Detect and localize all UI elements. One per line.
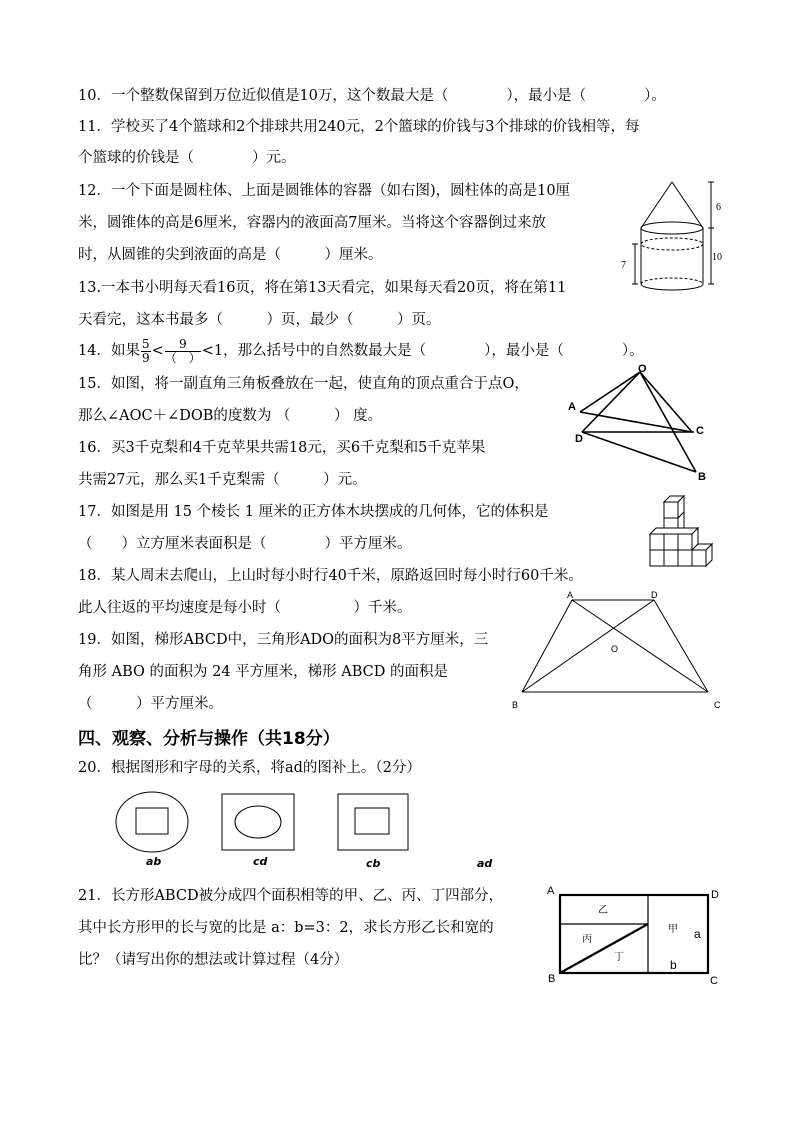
point-o-label: O xyxy=(638,363,647,375)
region-ding-label: 丁 xyxy=(614,952,624,963)
q11-text-1: 11．学校买了4个篮球和2个排球共用240元，2个篮球的价钱与3个排球的价钱相等，每 xyxy=(78,119,640,135)
q14-fraction-b xyxy=(165,338,201,365)
cylinder-height-label: 10 xyxy=(712,252,722,263)
rect-b-label: B xyxy=(548,973,556,985)
caption-ab: ab xyxy=(146,855,162,868)
rectangle-abcd-figure xyxy=(544,880,726,990)
q15-text-2: 那么∠AOC＋∠DOB的度数为 （ ） 度。 xyxy=(78,408,383,424)
q19-text-3: （ ）平方厘米。 xyxy=(78,696,223,712)
q14-fraction-b-denominator: （ ） xyxy=(164,350,201,365)
q12-text-2: 米，圆锥体的高是6厘米，容器内的液面高7厘米。当将这个容器倒过来放 xyxy=(78,215,546,231)
q14-less-than: < xyxy=(151,343,164,359)
q12-text-3: 时，从圆锥的尖到液面的高是（ ）厘米。 xyxy=(78,247,383,263)
q10-text: 10．一个整数保留到万位近似值是10万，这个数最大是（ ），最小是（ ）。 xyxy=(78,88,666,104)
caption-cd: cd xyxy=(253,855,268,868)
trapezoid-a-label: A xyxy=(567,590,574,600)
q14-suffix: <1，那么括号中的自然数最大是（ ），最小是（ ）。 xyxy=(201,343,644,359)
region-jia-label: 甲 xyxy=(668,924,678,935)
trapezoid-figure xyxy=(508,588,726,712)
q21-text-3: 比？（请写出你的想法或计算过程（4分） xyxy=(78,952,349,968)
q20-text: 20．根据图形和字母的关系，将ad的图补上。（2分） xyxy=(78,760,421,776)
q14-fraction-a xyxy=(141,338,151,365)
shapes-ab-figure xyxy=(112,788,422,856)
q11-text-2: 个篮球的价钱是（ ）元。 xyxy=(78,150,296,166)
q14-fraction-b-numerator: 9 xyxy=(165,338,201,352)
trapezoid-c-label: C xyxy=(714,700,721,710)
q14-text xyxy=(78,335,644,367)
caption-ad: ad xyxy=(477,857,493,870)
q12-text-1: 12．一个下面是圆柱体、上面是圆锥体的容器（如右图)，圆柱体的高是10厘 xyxy=(78,183,571,199)
q17-text-2: （ ）立方厘米表面积是（ ）平方厘米。 xyxy=(78,536,412,552)
q21-text-2: 其中长方形甲的长与宽的比是 a：b=3：2，求长方形乙长和宽的 xyxy=(78,920,494,936)
q21-text-1: 21．长方形ABCD被分成四个面积相等的甲、乙、丙、丁四部分， xyxy=(78,888,504,904)
cone-cylinder-figure xyxy=(616,172,728,297)
point-a-label: A xyxy=(568,401,576,413)
liquid-height-label: 7 xyxy=(621,260,626,271)
q13-text-1: 13.一本书小明每天看16页，将在第13天看完，如果每天看20页，将在第11 xyxy=(78,280,567,296)
point-c-label: C xyxy=(696,425,704,437)
q14-fraction-a-numerator: 5 xyxy=(141,336,150,351)
q19-text-2: 角形 ABO 的面积为 24 平方厘米，梯形 ABCD 的面积是 xyxy=(78,664,449,680)
rect-a-label: A xyxy=(547,885,555,897)
trapezoid-d-label: D xyxy=(651,590,658,600)
trapezoid-b-label: B xyxy=(512,700,519,710)
side-a-label: a xyxy=(694,927,701,941)
rect-c-label: C xyxy=(710,975,718,987)
rect-d-label: D xyxy=(711,889,719,901)
side-b-label: b xyxy=(670,958,677,972)
q18-text-1: 18．某人周末去爬山，上山时每小时行40千米，原路返回时每小时行60千米。 xyxy=(78,568,583,584)
section-4-heading: 四、观察、分析与操作（共18分） xyxy=(78,729,340,749)
stacked-cubes-figure xyxy=(648,494,720,578)
q17-text-1: 17．如图是用 15 个棱长 1 厘米的正方体木块摆成的几何体，它的体积是 xyxy=(78,504,549,520)
region-bing-label: 丙 xyxy=(582,934,592,945)
point-d-label: D xyxy=(575,433,583,445)
q14-prefix: 14．如果 xyxy=(78,343,140,359)
set-squares-figure xyxy=(562,362,722,484)
point-b-label: B xyxy=(698,471,706,483)
q16-text-1: 16．买3千克梨和4千克苹果共需18元，买6千克梨和5千克苹果 xyxy=(78,440,486,456)
q13-text-2: 天看完，这本书最多（ ）页，最少（ ）页。 xyxy=(78,312,441,328)
trapezoid-o-label: O xyxy=(611,644,619,654)
caption-cb: cb xyxy=(366,857,381,870)
q16-text-2: 共需27元，那么买1千克梨需（ ）元。 xyxy=(78,472,367,488)
region-yi-label: 乙 xyxy=(598,905,608,916)
q14-fraction-a-denominator: 9 xyxy=(141,350,150,365)
q19-text-1: 19．如图，梯形ABCD中，三角形ADO的面积为8平方厘米，三 xyxy=(78,632,489,648)
q18-text-2: 此人往返的平均速度是每小时（ ）千米。 xyxy=(78,600,412,616)
cone-height-label: 6 xyxy=(716,202,721,213)
q15-text-1: 15．如图，将一副直角三角板叠放在一起，使直角的顶点重合于点O， xyxy=(78,376,529,392)
